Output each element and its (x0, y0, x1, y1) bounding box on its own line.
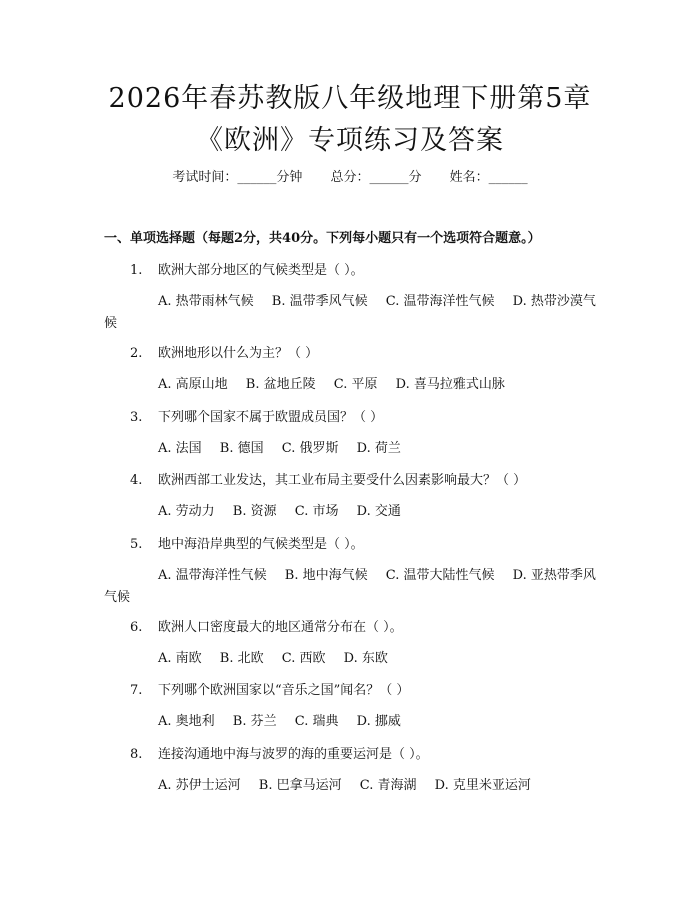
option-a: A. 高原山地 (158, 377, 228, 392)
question-text: 欧洲地形以什么为主？（ ） (158, 346, 319, 361)
exam-score: 总分：______分 (330, 170, 422, 185)
option-b: B. 盆地丘陵 (245, 377, 316, 392)
option-b: B. 巴拿马运河 (258, 778, 342, 793)
question-4 (130, 471, 526, 491)
question-1 (130, 261, 364, 281)
section-title: 一、单项选择题（每题2分，共40分。下列每小题只有一个选项符合题意。） (104, 231, 541, 246)
question-3-options (104, 438, 604, 460)
option-b: B. 德国 (219, 441, 264, 456)
question-number: 3. (130, 410, 143, 425)
option-d: D. 东欧 (343, 651, 388, 666)
question-7 (130, 681, 409, 701)
question-5-options (104, 565, 604, 609)
option-a: A. 苏伊士运河 (158, 778, 241, 793)
question-number: 7. (130, 683, 143, 698)
question-number: 5. (130, 537, 143, 552)
option-a: A. 南欧 (158, 651, 202, 666)
option-d: D. 亚热带季风气候 (104, 568, 596, 605)
option-c: C. 温带海洋性气候 (385, 294, 495, 309)
question-text: 下列哪个国家不属于欧盟成员国？（ ） (158, 410, 384, 425)
option-c: C. 俄罗斯 (281, 441, 339, 456)
document-title: 2026年春苏教版八年级地理下册第5章《欧洲》专项练习及答案 (108, 83, 592, 156)
option-b: B. 北欧 (219, 651, 264, 666)
question-number: 2. (130, 346, 143, 361)
question-number: 1. (130, 263, 143, 278)
option-b: B. 温带季风气候 (271, 294, 368, 309)
option-c: C. 市场 (294, 504, 339, 519)
option-a: A. 奥地利 (158, 714, 215, 729)
option-a: A. 劳动力 (158, 504, 215, 519)
option-d: D. 克里米亚运河 (434, 778, 531, 793)
question-4-options (104, 501, 604, 523)
option-a: A. 法国 (158, 441, 202, 456)
option-a: A. 温带海洋性气候 (158, 568, 267, 583)
question-2 (130, 344, 318, 364)
option-d: D. 挪威 (356, 714, 401, 729)
question-7-options (104, 711, 604, 733)
option-b: B. 芬兰 (232, 714, 277, 729)
option-c: C. 温带大陆性气候 (385, 568, 495, 583)
question-text: 连接沟通地中海与波罗的海的重要运河是（ ）。 (158, 747, 429, 762)
question-number: 4. (130, 473, 143, 488)
question-number: 8. (130, 747, 143, 762)
option-c: C. 青海湖 (359, 778, 417, 793)
question-3 (130, 408, 383, 428)
question-text: 下列哪个欧洲国家以“音乐之国”闻名？（ ） (158, 683, 410, 698)
option-c: C. 西欧 (281, 651, 326, 666)
option-d: D. 喜马拉雅式山脉 (395, 377, 505, 392)
option-b: B. 地中海气候 (284, 568, 368, 583)
question-text: 欧洲人口密度最大的地区通常分布在（ ）。 (158, 620, 403, 635)
exam-time: 考试时间：______分钟 (172, 170, 303, 185)
question-8-options (104, 775, 604, 797)
option-d: D. 交通 (356, 504, 401, 519)
option-b: B. 资源 (232, 504, 277, 519)
option-c: C. 平原 (333, 377, 378, 392)
question-6-options (104, 648, 604, 670)
question-8 (130, 745, 429, 765)
question-text: 地中海沿岸典型的气候类型是（ ）。 (158, 537, 364, 552)
option-d: D. 热带沙漠气候 (104, 294, 596, 331)
question-1-options (104, 291, 604, 335)
question-number: 6. (130, 620, 143, 635)
option-c: C. 瑞典 (294, 714, 339, 729)
option-a: A. 热带雨林气候 (158, 294, 254, 309)
option-d: D. 荷兰 (356, 441, 401, 456)
question-text: 欧洲西部工业发达，其工业布局主要受什么因素影响最大？（ ） (158, 473, 527, 488)
question-text: 欧洲大部分地区的气候类型是（ ）。 (158, 263, 364, 278)
question-5 (130, 535, 364, 555)
question-6 (130, 618, 403, 638)
student-name: 姓名：______ (449, 170, 528, 185)
exam-info (0, 168, 700, 188)
question-2-options (104, 374, 604, 396)
